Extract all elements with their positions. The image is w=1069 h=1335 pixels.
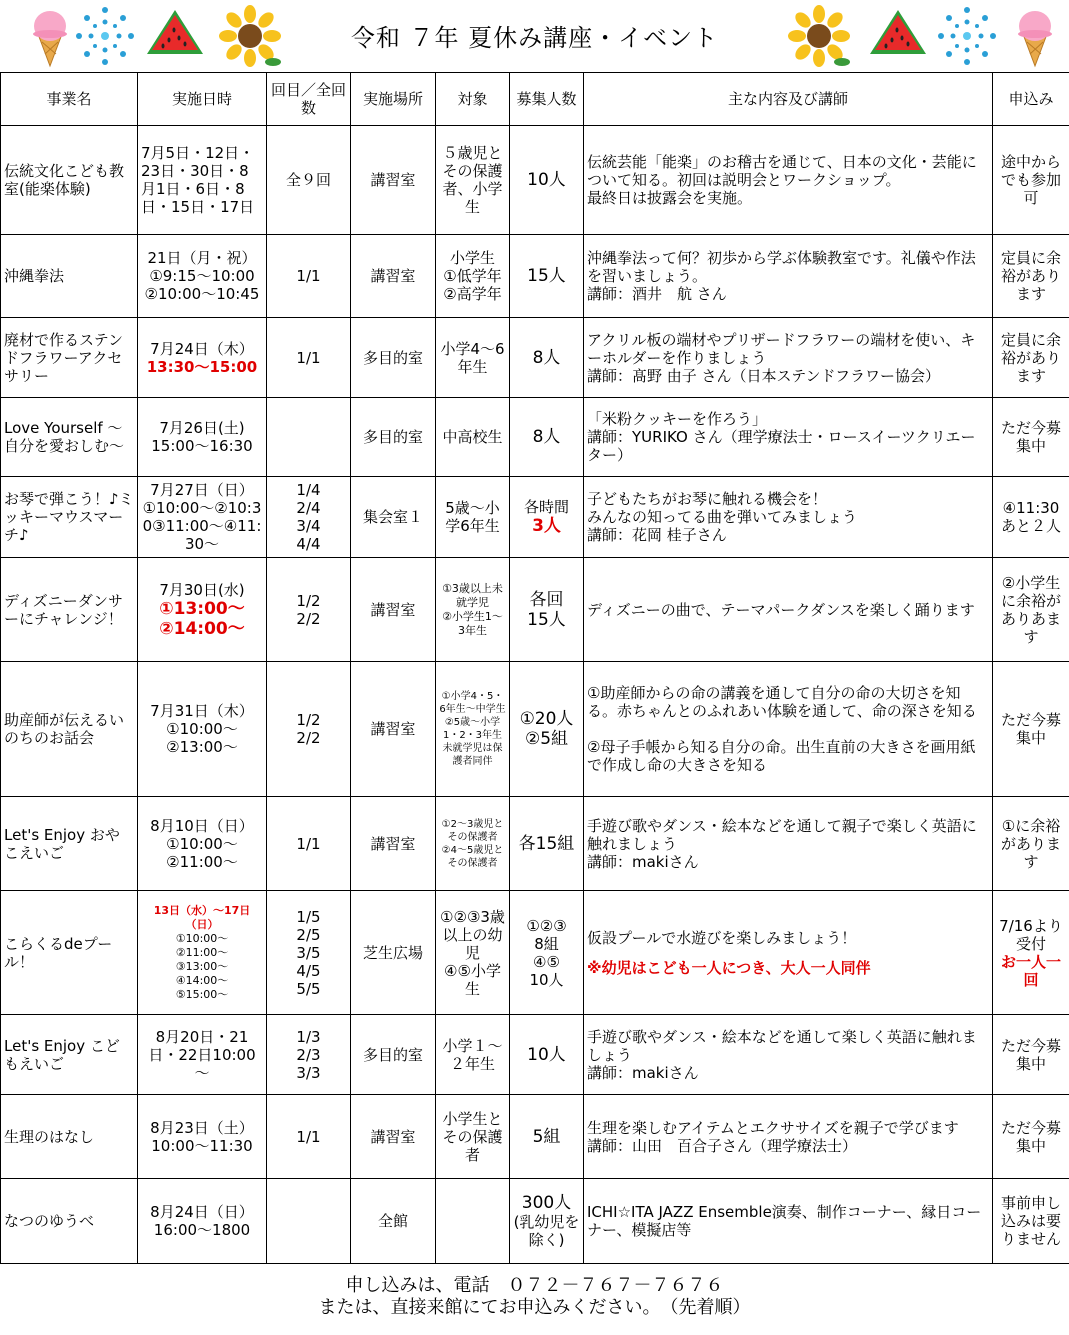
event-capacity: 300人 (乳幼児を除く) — [510, 1179, 584, 1264]
ice-cream-icon — [1003, 4, 1067, 68]
table-row — [1, 318, 1069, 398]
column-header: 回目／全回数 — [267, 73, 351, 126]
events-table — [0, 72, 1069, 1264]
event-apply: 途中からでも参加可 — [993, 126, 1069, 235]
event-content: 生理を楽しむアイテムとエクササイズを親子で学びます 講師：山田 百合子さん（理学療法士） — [584, 1095, 993, 1179]
event-place: 講習室 — [351, 126, 436, 235]
event-capacity: 10人 — [510, 126, 584, 235]
page-title: 令和 ７年 夏休み講座・イベント — [350, 24, 719, 52]
event-count: 1/3 2/3 3/3 — [267, 1015, 351, 1095]
event-apply: ④11:30あと２人 — [993, 477, 1069, 558]
event-content: 仮設プールで水遊びを楽しみましょう！ ※幼児はこども一人につき、大人一人同伴 — [584, 891, 993, 1015]
event-date: 7月30日(水) ①13:00～ ②14:00～ — [138, 558, 267, 662]
event-target: 小学4～6年生 — [436, 318, 510, 398]
event-target: ①小学4・5・6年生～中学生 ②5歳～小学1・2・3年生未就学児は保護者同伴 — [436, 662, 510, 797]
event-date: 7月31日（木） ①10:00～ ②13:00～ — [138, 662, 267, 797]
event-apply: ただ今募集中 — [993, 398, 1069, 477]
column-header: 申込み — [993, 73, 1069, 126]
event-count: 1/1 — [267, 1095, 351, 1179]
event-target: ①②③3歳以上の幼児 ④⑤小学生 — [436, 891, 510, 1015]
table-row — [1, 235, 1069, 318]
footer-note: または、直接来館にてお申込みください。 （先着順） — [318, 1297, 751, 1318]
event-content: 子どもたちがお琴に触れる機会を！ みんなの知ってる曲を弾いてみましょう 講師：花岡 桂子さん — [584, 477, 993, 558]
column-header: 実施場所 — [351, 73, 436, 126]
event-apply: ただ今募集中 — [993, 1015, 1069, 1095]
event-apply: 定員に余裕があります — [993, 235, 1069, 318]
event-target: 中高校生 — [436, 398, 510, 477]
event-date: 7月5日・12日・23日・30日・8月1日・6日・8日・15日・17日 — [138, 126, 267, 235]
header — [0, 0, 1069, 72]
event-name: ディズニーダンサーにチャレンジ！ — [1, 558, 138, 662]
event-name: 生理のはなし — [1, 1095, 138, 1179]
event-content: ディズニーの曲で、テーマパークダンスを楽しく踊ります — [584, 558, 993, 662]
event-target: 5歳～小学6年生 — [436, 477, 510, 558]
event-place: 集会室１ — [351, 477, 436, 558]
event-capacity: 15人 — [510, 235, 584, 318]
event-apply: 事前申し込みは要りません — [993, 1179, 1069, 1264]
event-target: ５歳児とその保護者、小学生 — [436, 126, 510, 235]
event-capacity: ①20人 ②5組 — [510, 662, 584, 797]
event-date: 21日（月・祝） ①9:15～10:00 ②10:00～10:45 — [138, 235, 267, 318]
watermelon-icon — [866, 4, 930, 68]
event-name: お琴で弾こう！♪ミッキーマウスマーチ♪ — [1, 477, 138, 558]
event-place: 多目的室 — [351, 398, 436, 477]
sunflower-icon — [787, 4, 851, 68]
event-count: 1/1 — [267, 797, 351, 891]
event-place: 講習室 — [351, 558, 436, 662]
event-date: 8月10日（日） ①10:00～ ②11:00～ — [138, 797, 267, 891]
event-place: 講習室 — [351, 662, 436, 797]
event-name: 沖縄拳法 — [1, 235, 138, 318]
table-row — [1, 1179, 1069, 1264]
table-row — [1, 1015, 1069, 1095]
event-count: 1/1 — [267, 235, 351, 318]
event-apply: ①に余裕があります — [993, 797, 1069, 891]
table-row — [1, 477, 1069, 558]
event-capacity: 8人 — [510, 398, 584, 477]
event-content: 伝統芸能「能楽」のお稽古を通じて、日本の文化・芸能について知る。初回は説明会とワークショップ。 最終日は披露会を実施。 — [584, 126, 993, 235]
table-row — [1, 558, 1069, 662]
column-header: 募集人数 — [510, 73, 584, 126]
event-content: ①助産師からの命の講義を通して自分の命の大切さを知る。赤ちゃんとのふれあい体験を通して、命の深さを知る ②母子手帳から知る自分の命。出生直前の大きさを画用紙で作成し命の大きさを知る — [584, 662, 993, 797]
event-place: 多目的室 — [351, 318, 436, 398]
event-name: Let's Enjoy こどもえいご — [1, 1015, 138, 1095]
event-content: 手遊び歌やダンス・絵本などを通して親子で楽しく英語に触れましょう 講師：makiさん — [584, 797, 993, 891]
table-row — [1, 662, 1069, 797]
event-content: 手遊び歌やダンス・絵本などを通して楽しく英語に触れましょう 講師：makiさん — [584, 1015, 993, 1095]
event-count — [267, 1179, 351, 1264]
event-capacity: 各回 15人 — [510, 558, 584, 662]
table-row — [1, 126, 1069, 235]
table-row — [1, 891, 1069, 1015]
event-target — [436, 1179, 510, 1264]
event-capacity: 10人 — [510, 1015, 584, 1095]
event-count: 1/4 2/4 3/4 4/4 — [267, 477, 351, 558]
event-apply: 7/16より受付 お一人一回 — [993, 891, 1069, 1015]
footer — [0, 1263, 1069, 1335]
event-name: Love Yourself ～自分を愛おしむ～ — [1, 398, 138, 477]
event-apply: ただ今募集中 — [993, 1095, 1069, 1179]
event-target: ①2～3歳児とその保護者 ②4～5歳児とその保護者 — [436, 797, 510, 891]
event-date: 7月24日（木） 13:30～15:00 — [138, 318, 267, 398]
table-row — [1, 398, 1069, 477]
footer-phone: 申し込みは、電話 ０７２－７６７－７６７６ — [345, 1275, 724, 1296]
event-place: 芝生広場 — [351, 891, 436, 1015]
event-date: 7月26日(土) 15:00～16:30 — [138, 398, 267, 477]
column-header: 実施日時 — [138, 73, 267, 126]
column-header: 事業名 — [1, 73, 138, 126]
event-count: 1/1 — [267, 318, 351, 398]
firework-icon — [935, 4, 999, 68]
event-place: 講習室 — [351, 1095, 436, 1179]
event-place: 全館 — [351, 1179, 436, 1264]
event-apply: ②小学生に余裕がありあます — [993, 558, 1069, 662]
column-header: 主な内容及び講師 — [584, 73, 993, 126]
event-date: 7月27日（日） ①10:00～②10:30③11:00～④11:30～ — [138, 477, 267, 558]
event-count: 1/2 2/2 — [267, 662, 351, 797]
table-header-row — [1, 73, 1069, 126]
event-content: ICHI☆ITA JAZZ Ensemble演奏、制作コーナー、縁日コーナー、模擬店等 — [584, 1179, 993, 1264]
event-target: 小学１～２年生 — [436, 1015, 510, 1095]
event-apply: 定員に余裕があります — [993, 318, 1069, 398]
event-name: Let's Enjoy おやこえいご — [1, 797, 138, 891]
event-apply: ただ今募集中 — [993, 662, 1069, 797]
event-name: 伝統文化こども教室(能楽体験) — [1, 126, 138, 235]
event-target: ①3歳以上未就学児 ②小学生1～3年生 — [436, 558, 510, 662]
table-row — [1, 1095, 1069, 1179]
event-target: 小学生 ①低学年 ②高学年 — [436, 235, 510, 318]
event-date: 8月20日・21日・22日10:00～ — [138, 1015, 267, 1095]
event-name: 助産師が伝えるいのちのお話会 — [1, 662, 138, 797]
table-row — [1, 797, 1069, 891]
event-name: なつのゆうべ — [1, 1179, 138, 1264]
event-place: 講習室 — [351, 235, 436, 318]
event-count: 1/2 2/2 — [267, 558, 351, 662]
event-name: こらくるdeプール！ — [1, 891, 138, 1015]
event-content: 「米粉クッキーを作ろう」 講師：YURIKO さん（理学療法士・ロースイーツクリエーター） — [584, 398, 993, 477]
event-count: 全９回 — [267, 126, 351, 235]
event-date: 8月24日（日） 16:00～1800 — [138, 1179, 267, 1264]
event-capacity: 8人 — [510, 318, 584, 398]
event-target: 小学生とその保護者 — [436, 1095, 510, 1179]
event-capacity: ①②③ 8組 ④⑤ 10人 — [510, 891, 584, 1015]
event-count: 1/5 2/5 3/5 4/5 5/5 — [267, 891, 351, 1015]
event-capacity: 各15組 — [510, 797, 584, 891]
event-content: アクリル板の端材やプリザードフラワーの端材を使い、キーホルダーを作りましょう 講師：髙野 由子 さん（日本ステンドフラワー協会） — [584, 318, 993, 398]
event-date: 8月23日（土） 10:00～11:30 — [138, 1095, 267, 1179]
event-name: 廃材で作るステンドフラワーアクセサリー — [1, 318, 138, 398]
event-place: 講習室 — [351, 797, 436, 891]
event-content: 沖縄拳法って何？初歩から学ぶ体験教室です。礼儀や作法を習いましょう。 講師：酒井 航 さん — [584, 235, 993, 318]
event-capacity: 5組 — [510, 1095, 584, 1179]
event-date: 13日（水）～17日（日） ①10:00～ ②11:00～ ③13:00～ ④14:00～ ⑤15:00～ — [138, 891, 267, 1015]
event-place: 多目的室 — [351, 1015, 436, 1095]
event-count — [267, 398, 351, 477]
column-header: 対象 — [436, 73, 510, 126]
event-capacity: 各時間 3人 — [510, 477, 584, 558]
